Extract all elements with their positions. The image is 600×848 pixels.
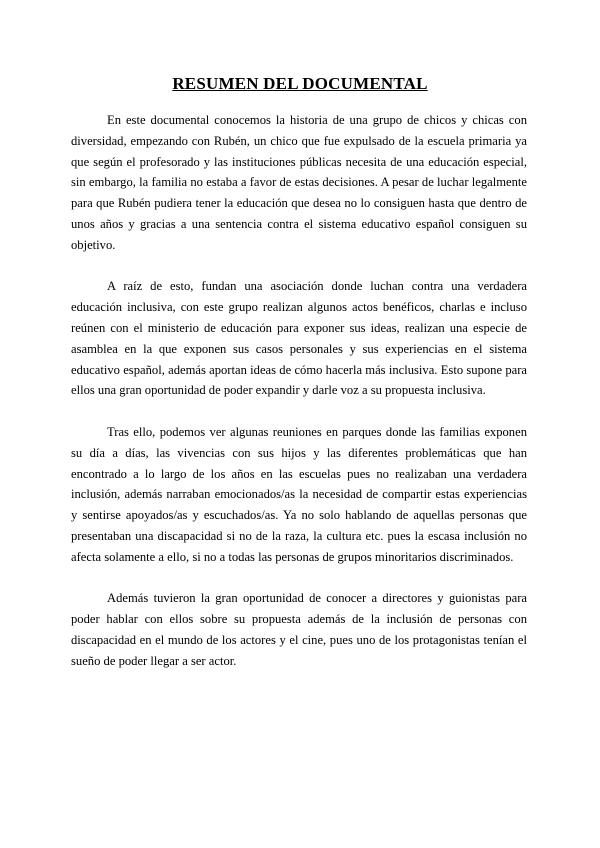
paragraph-4: Además tuvieron la gran oportunidad de conocer a directores y guionistas para poder hablar con ellos sobre su propuesta además de la inclusión de personas con discapacidad en el mundo de los actores y el cine, pues uno de los protagonistas tenían el sueño de poder llegar a ser actor. [71, 591, 527, 668]
document-title: RESUMEN DEL DOCUMENTAL [172, 74, 428, 93]
paragraph-1: En este documental conocemos la historia de una grupo de chicos y chicas con diversidad, empezando con Rubén, un chico que fue expulsado de la escuela primaria ya que según el profesorado y las instituciones públicas necesita de una educación especial, sin embargo, la familia no estaba a favor de estas decisiones. A pesar de luchar legalmente para que Rubén pudiera tener la educación que desea no lo consiguen hasta que dentro de unos años y gracias a una sentencia contra el sistema educativo español consiguen su objetivo. [71, 113, 527, 252]
paragraph-3: Tras ello, podemos ver algunas reuniones en parques donde las familias exponen su día a días, las vivencias con sus hijos y las diferentes problemáticas que han encontrado a lo largo de los años en las escuelas pues no realizaban una verdadera inclusión, además narraban emocionados/as la necesidad de compartir estas experiencias y sentirse apoyados/as y escuchados/as. Ya no solo hablando de aquellas personas que presentaban una discapacidad si no de la raza, la cultura etc. pues la escasa inclusión no afecta solamente a ello, si no a todas las personas de grupos minoritarios discriminados. [71, 424, 527, 564]
document-body [71, 110, 527, 692]
paragraph-2: A raíz de esto, fundan una asociación donde luchan contra una verdadera educación inclusiva, con este grupo realizan algunos actos benéficos, charlas e incluso reúnen con el ministerio de educación para exponer sus ideas, realizan una especie de asamblea en la que exponen sus casos personales y sus experiencias en el sistema educativo español, además aportan ideas de cómo hacerla más inclusiva. Esto supone para ellos una gran oportunidad de poder expandir y darle voz a su propuesta inclusiva. [71, 279, 527, 398]
